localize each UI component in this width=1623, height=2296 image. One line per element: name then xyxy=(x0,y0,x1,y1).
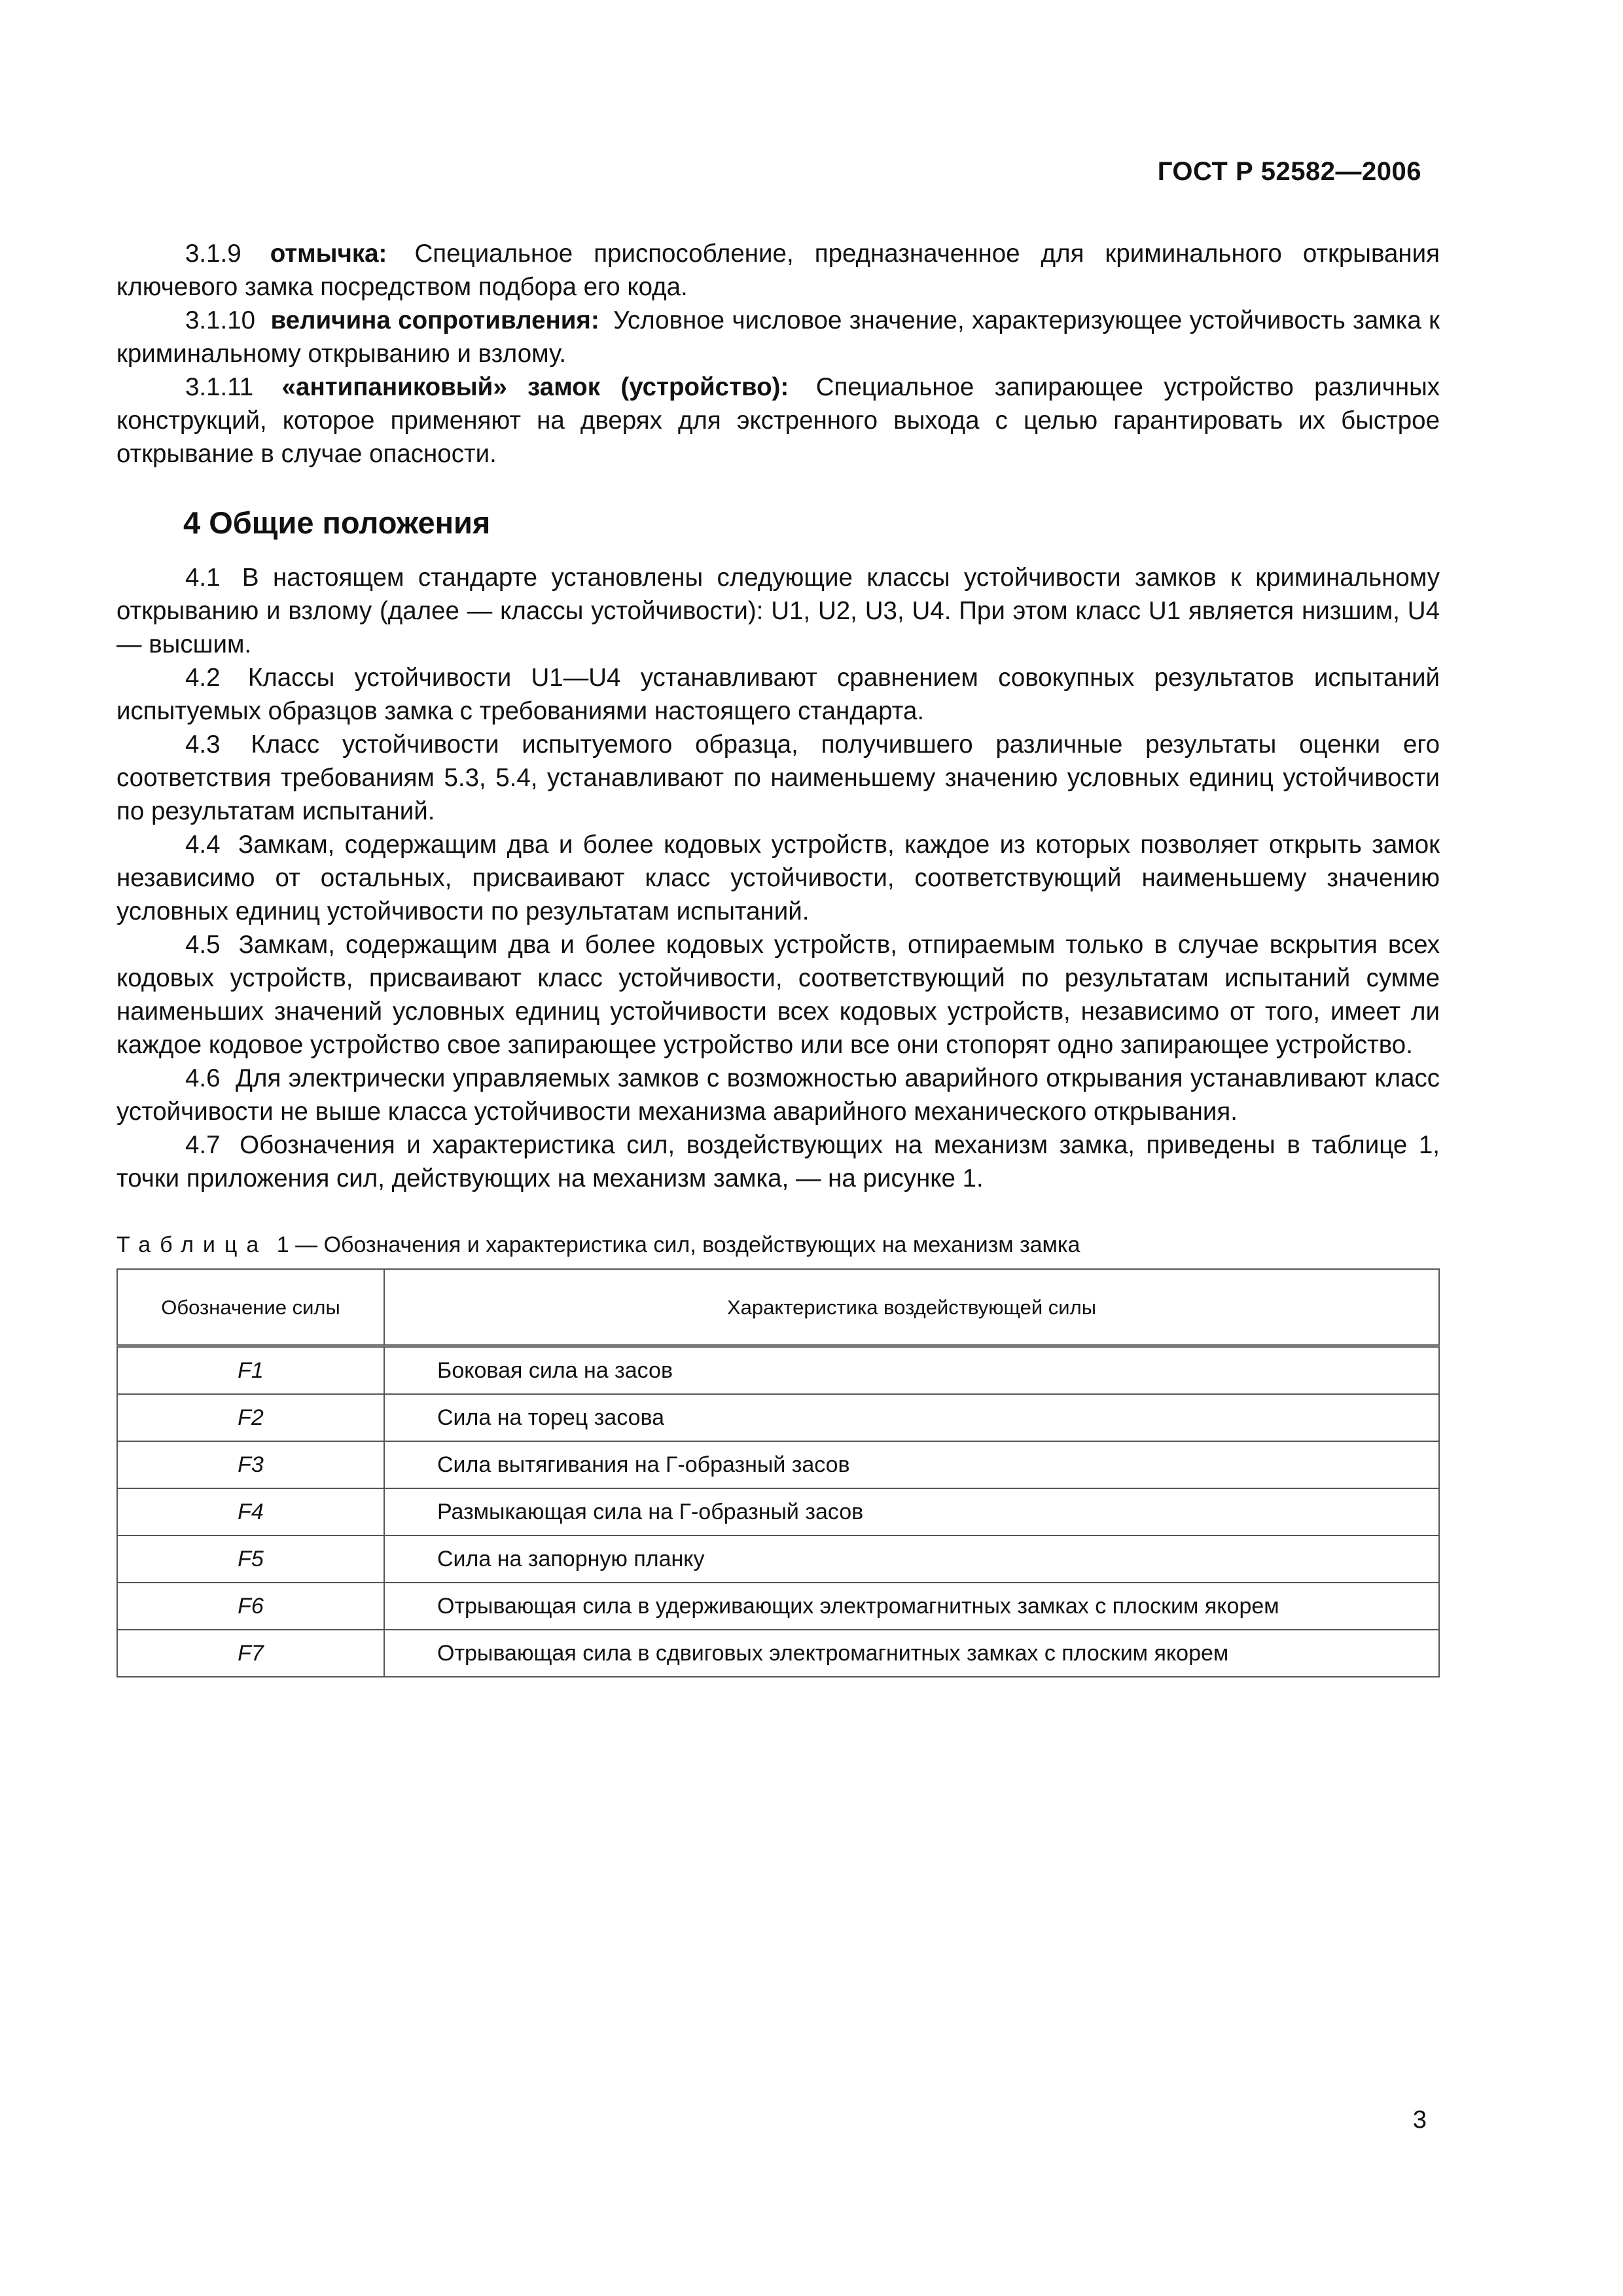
force-symbol: F2 xyxy=(117,1394,384,1441)
table-row xyxy=(117,1394,1439,1441)
definition-paragraph xyxy=(116,304,1440,370)
force-description: Сила на запорную планку xyxy=(384,1535,1439,1583)
clause-paragraph xyxy=(116,1128,1440,1195)
column-header-symbol: Обозначение силы xyxy=(117,1269,384,1346)
table-row xyxy=(117,1441,1439,1488)
clause-paragraph xyxy=(116,661,1440,728)
table-caption-text: 1 — Обозначения и характеристика сил, воздействующих на механизм замка xyxy=(276,1232,1080,1257)
clause-paragraph xyxy=(116,728,1440,828)
standard-header: ГОСТ Р 52582—2006 xyxy=(1157,157,1421,186)
clause-text: Класс устойчивости испытуемого образца, получившего различные результаты оценки его соответствия требованиям 5.3, 5.4, устанавливают по наименьшему значению условных единиц устойчивости по результатам испытаний. xyxy=(116,730,1440,825)
force-symbol: F1 xyxy=(117,1346,384,1395)
clause-number: 4.4 xyxy=(185,831,221,859)
clause-paragraph xyxy=(116,561,1440,661)
section-heading: 4 Общие положения xyxy=(183,505,491,540)
clause-paragraph xyxy=(116,1062,1440,1128)
page-body xyxy=(116,237,1440,1677)
clause-text: Обозначения и характеристика сил, воздействующих на механизм замка, приведены в таблице 1, точки приложения сил, действующих на механизм замка, — на рисунке 1. xyxy=(116,1131,1440,1193)
clause-number: 4.5 xyxy=(185,931,221,959)
clauses-block xyxy=(116,561,1440,1195)
clause-number: 4.7 xyxy=(185,1131,221,1159)
clause-number: 4.3 xyxy=(185,730,221,759)
force-symbol: F7 xyxy=(117,1630,384,1677)
clause-text: Классы устойчивости U1—U4 устанавливают сравнением совокупных результатов испытаний испытуемых образцов замка с требованиями настоящего стандарта. xyxy=(116,664,1440,725)
column-header-description: Характеристика воздействующей силы xyxy=(384,1269,1439,1346)
definition-text: Специальное запирающее устройство различных конструкций, которое применяют на дверях для экстренного выхода с целью гарантировать их быстрое открывание в случае опасности. xyxy=(116,373,1440,468)
table-row xyxy=(117,1583,1439,1630)
definition-number: 3.1.10 xyxy=(185,306,256,334)
definition-term: величина сопротивления: xyxy=(270,306,599,334)
force-symbol: F3 xyxy=(117,1441,384,1488)
force-symbol: F6 xyxy=(117,1583,384,1630)
definition-number: 3.1.11 xyxy=(185,373,254,401)
force-description: Размыкающая сила на Г-образный засов xyxy=(384,1488,1439,1535)
clause-number: 4.2 xyxy=(185,664,221,692)
table-row xyxy=(117,1488,1439,1535)
clause-text: Замкам, содержащим два и более кодовых устройств, отпираемым только в случае вскрытия всех кодовых устройств, присваивают класс устойчивости, соответствующий по результатам испытаний сумме наименьших значений условных единиц устойчивости всех кодовых устройств, независимо от того, имеет ли каждое кодовое устройство свое запирающее устройство или все они стопорят одно запирающее устройство. xyxy=(116,931,1440,1059)
table-row xyxy=(117,1535,1439,1583)
clause-text: Замкам, содержащим два и более кодовых устройств, каждое из которых позволяет открыть замок независимо от остальных, присваивают класс устойчивости, соответствующий наименьшему значению условных единиц устойчивости по результатам испытаний. xyxy=(116,831,1440,925)
clause-number: 4.6 xyxy=(185,1064,221,1092)
force-description: Отрывающая сила в удерживающих электромагнитных замках с плоским якорем xyxy=(384,1583,1439,1630)
force-description: Отрывающая сила в сдвиговых электромагнитных замках с плоским якорем xyxy=(384,1630,1439,1677)
definition-term: отмычка: xyxy=(270,240,387,268)
clause-text: В настоящем стандарте установлены следующие классы устойчивости замков к криминальному открыванию и взлому (далее — классы устойчивости): U1, U2, U3, U4. При этом класс U1 является низшим, U4 — высшим. xyxy=(116,564,1440,658)
definition-text: Специальное приспособление, предназначенное для криминального открывания ключевого замка посредством подбора его кода. xyxy=(116,240,1440,301)
page-number: 3 xyxy=(1412,2106,1427,2134)
force-description: Боковая сила на засов xyxy=(384,1346,1439,1395)
definition-term: «антипаниковый» замок (устройство): xyxy=(281,373,789,401)
table-row xyxy=(117,1346,1439,1395)
force-symbol: F5 xyxy=(117,1535,384,1583)
definition-number: 3.1.9 xyxy=(185,240,241,268)
force-description: Сила вытягивания на Г-образный засов xyxy=(384,1441,1439,1488)
forces-table xyxy=(116,1268,1440,1677)
definition-paragraph xyxy=(116,370,1440,471)
table-caption xyxy=(116,1230,1440,1259)
table-header-row xyxy=(117,1269,1439,1346)
definition-text: Условное числовое значение, характеризующее устойчивость замка к криминальному открыванию и взлому. xyxy=(116,306,1440,368)
definition-paragraph xyxy=(116,237,1440,304)
force-symbol: F4 xyxy=(117,1488,384,1535)
table-row xyxy=(117,1630,1439,1677)
clause-paragraph xyxy=(116,928,1440,1062)
definitions-block xyxy=(116,237,1440,471)
table-caption-label: Таблица xyxy=(116,1232,268,1257)
clause-number: 4.1 xyxy=(185,564,221,592)
force-description: Сила на торец засова xyxy=(384,1394,1439,1441)
clause-text: Для электрически управляемых замков с возможностью аварийного открывания устанавливают класс устойчивости не выше класса устойчивости механизма аварийного механического открывания. xyxy=(116,1064,1440,1126)
clause-paragraph xyxy=(116,828,1440,928)
